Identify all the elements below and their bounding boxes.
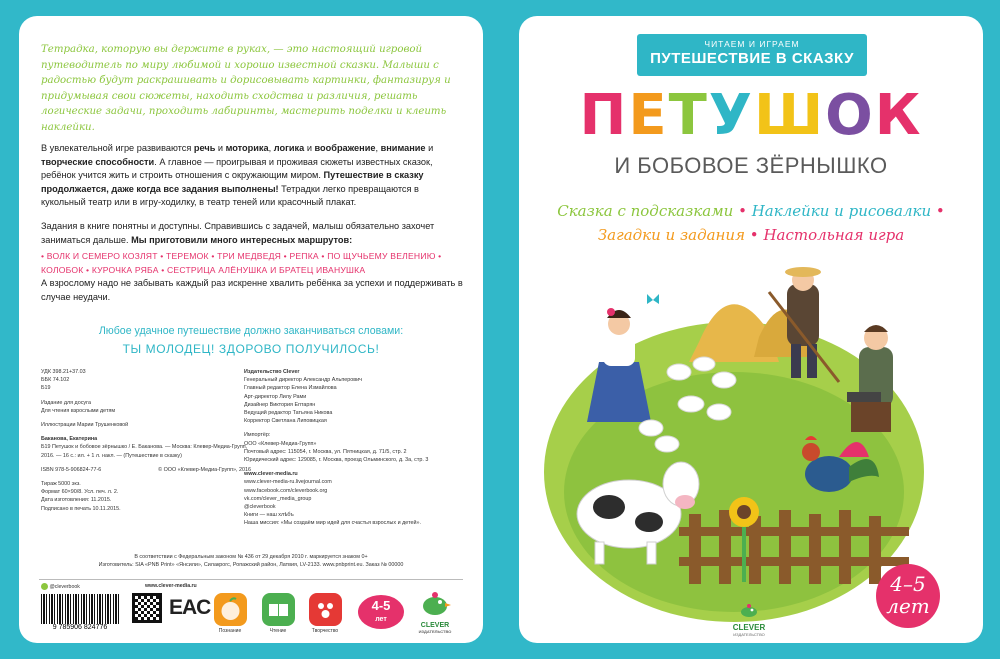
routes-list: • ВОЛК И СЕМЕРО КОЗЛЯТ • ТЕРЕМОК • ТРИ МЕДВЕДЯ • РЕПКА • ПО ЩУЧЬЕМУ ВЕЛЕНИЮ • КОЛОБОК • КУРОЧКА РЯБА • СЕСТРИЦА АЛЁНУШКА И БРАТЕЦ ИВАНУШКА [41,251,442,276]
title-letter: У [708,83,754,148]
title-letter: Е [628,83,669,148]
reading-icon [262,593,295,626]
barcode-number: 9 785906 824776 [52,624,108,631]
features-line-2: Загадки и задания • Настольная игра [597,226,905,244]
title-letter: П [579,83,629,148]
series-banner [637,34,867,76]
front-cover [519,16,983,643]
title-letter: О [825,83,875,148]
imprint-right: Издательство Clever Генеральный директор Александр Альперович Главный редактор Елена Измайлова Арт-директор Лилу Рами Дизайнер Виктория Ептарян Ведущий редактор Татьяна Никова Корректор Светлана Липовицкая Импортёр: ООО «Клевер-Медиа-Групп» Почтовый адрес: 115054, г. Москва, ул. Пятницкая, д. 71/5, стр. 2 Юридический адрес: 129085, г. Москва, проезд Ольминского, д. 3а, стр. 3 www.clever-media.ru www.clever-media-ru.livejournal.com www.facebook.com/cleverbook.org vk.com/clever_media_group @cleverbook Книги — наш хлѣбъ Наша миссия: «Мы создаём мир идей для счастья взрослых и детей». [244,368,469,528]
clever-bird-icon [418,591,452,617]
creativity-icon [309,593,342,626]
vk-link[interactable]: vk.com/clever_media_group [244,495,312,502]
badge-label: Творчество [311,628,339,634]
qr-code [132,593,162,623]
cognition-icon [214,593,247,626]
praise-slogan: ТЫ МОЛОДЕЦ! ЗДОРОВО ПОЛУЧИЛОСЬ! [122,342,380,356]
title-letter: К [874,83,923,148]
eac-mark: EAC [169,596,211,619]
description-paragraph-1: В увлекательной игре развиваются речь и моторика, логика и воображение, внимание и творческие способности. А главное — проигрывая и проживая сюжеты известных сказок, ребёнок учится жить и строить отношения с окружающим миром. Путешествие в сказку продолжается, даже когда все задания выполнены! Тетрадки легко превращаются в кукольный театр или в игру-ходилку, в театр теней или красочный плакат. [41,143,434,208]
legal-notes: В соответствии с Федеральным законом № 436 от 29 декабря 2010 г. маркируется знаком 0+ Изготовитель: SIA «PNB Print» «Янсили», Силакрогс, Ропажский район, Латвия, LV-2133. www.pnbprint.eu. Заказ № 00000 [98,554,404,569]
livejournal-link[interactable]: www.clever-media-ru.livejournal.com [244,479,332,486]
book-subtitle: И БОБОВОЕ ЗЁРНЫШКО [614,153,888,178]
book-title [519,84,983,148]
site-link[interactable]: www.clever-media.ru [244,471,298,478]
series-title: ПУТЕШЕСТВИЕ В СКАЗКУ [650,50,854,67]
title-letter: Т [668,83,709,148]
intro-text: Тетрадка, которую вы держите в руках, — это настоящий игровой путеводитель по миру любимой и хорошо известной сказки. Малыши с радостью будут раскрашивать и дорисовывать картинки, фантазируя и придумывая свои сюжеты, находить сходства и различия, решать логические задачи, проходить лабиринты, мастерить поделки и клеить наклейки. [41,44,451,133]
clever-logo: CLEVER ИЗДАТЕЛЬСТВО [714,604,784,637]
badge-label: Познание [218,628,242,634]
instagram-icon [41,583,48,590]
stump [851,402,891,432]
facebook-link[interactable]: www.facebook.com/cleverbook.org [244,487,328,494]
instagram-link[interactable]: @cleverbook [244,504,276,511]
series-top: ЧИТАЕМ И ИГРАЕМ [704,39,800,49]
age-badge: 4–5 лет [876,564,940,628]
butterfly [647,294,659,304]
imprint-left: УДК 398.21+37.03 ББК 74.102 Б19 Издание для досуга Для чтения взрослыми детям Иллюстрации Марии Трушенковой Баканова, Екатерина Б19 Петушок и бобовое зёрнышко / Е. Баканова. — Москва: Клевер-Медиа-Групп, 2016. — 16 с.: ил. + 1 л. накл. — (Путешествие в сказку) ISBN 978-5-906824-77-6 © ООО «Клевер-Медиа-Групп», 2016 Тираж 5000 экз. Формат 60×90/8. Усл. печ. л. 2. Дата изготовления: 11.2015. Подписано в печать 10.11.2015. [41,369,251,512]
clever-bird-icon [738,604,760,618]
footer-site: www.clever-media.ru [145,583,197,589]
back-cover [19,16,483,643]
praise-line: Любое удачное путешествие должно заканчиваться словами: [98,325,404,337]
description [41,142,463,314]
barcode [41,594,119,624]
badge-label: Чтение [269,628,287,634]
age-badge: 4-5 лет [358,595,404,629]
praise-block [19,322,483,358]
features-line-1: Сказка с подсказками • Наклейки и рисовалки • [557,202,945,220]
clever-logo: CLEVER ИЗДАТЕЛЬСТВО [411,591,459,634]
parent-advice: А взрослому надо не забывать каждый раз искренне хвалить ребёнка за успехи и поддерживать в случае неудачи. [41,278,463,302]
description-paragraph-2: Задания в книге понятны и доступны. Справившись с задачей, малыш обязательно захочет заниматься дальше. Мы приготовили много интересных маршрутов: [41,220,435,245]
footer-instagram: @cleverbook [41,583,80,590]
footer-divider [39,579,463,580]
title-letter: Ш [753,83,826,148]
